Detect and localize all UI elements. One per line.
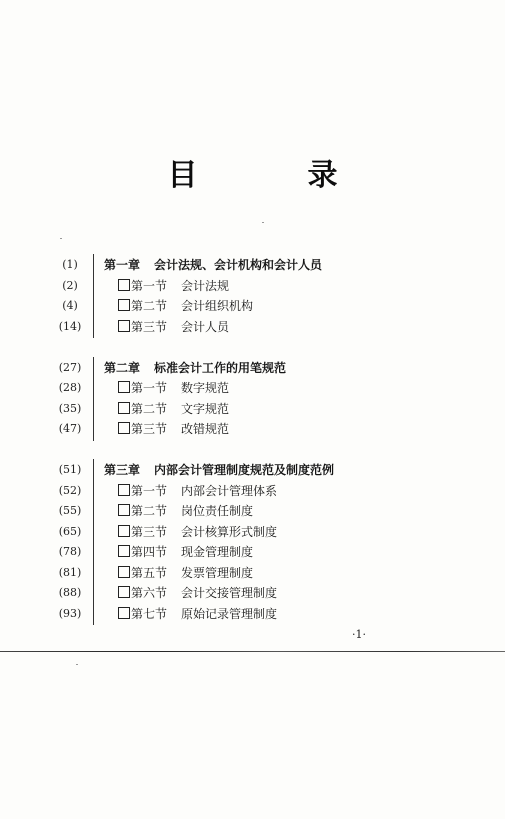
section-entry [118, 483, 277, 499]
section-label: 第二节 [131, 299, 168, 313]
section-label: 第二节 [131, 401, 168, 416]
checkbox-icon [118, 545, 130, 557]
scan-speck [60, 238, 62, 239]
checkbox-icon [118, 484, 130, 496]
chapter-entry [104, 360, 286, 376]
section-title: 内部会计管理体系 [181, 483, 278, 498]
section-entry [118, 421, 229, 437]
section-entry [118, 319, 229, 335]
page-number: (51) [58, 463, 82, 476]
section-entry [118, 380, 229, 396]
checkbox-icon [118, 279, 130, 291]
section-title: 会计核算形式制度 [181, 524, 278, 539]
bottom-rule [0, 651, 505, 652]
section-entry [118, 503, 253, 519]
checkbox-icon [118, 381, 130, 393]
page-number: (35) [58, 401, 82, 415]
section-label: 第一节 [131, 278, 168, 293]
page-number: (55) [58, 504, 82, 517]
scan-speck [76, 664, 78, 665]
page-number: (81) [58, 565, 82, 579]
checkbox-icon [118, 422, 130, 434]
page-title: 目 录 [167, 158, 378, 193]
section-label: 第三节 [131, 524, 168, 539]
checkbox-icon [118, 299, 130, 311]
section-title: 文字规范 [181, 401, 230, 416]
section-entry [118, 278, 229, 294]
section-title: 会计人员 [181, 319, 230, 334]
checkbox-icon [118, 525, 130, 537]
chapter-title: 会计法规、会计机构和会计人员 [154, 258, 323, 272]
chapter-entry [104, 257, 322, 273]
chapter-label: 第一章 [104, 258, 141, 272]
section-title: 现金管理制度 [181, 545, 254, 559]
section-entry [118, 565, 253, 581]
page-number: (65) [58, 524, 82, 538]
checkbox-icon [118, 402, 130, 414]
section-entry [118, 524, 277, 540]
vertical-rule [93, 357, 94, 441]
section-title: 会计法规 [181, 278, 230, 293]
section-label: 第一节 [131, 483, 168, 498]
section-title: 改错规范 [181, 422, 230, 436]
page-number: (4) [62, 299, 78, 312]
section-entry [118, 544, 253, 560]
page-folio: ·1· [352, 628, 366, 641]
page-number: (1) [62, 258, 78, 271]
chapter-entry [104, 462, 334, 478]
checkbox-icon [118, 504, 130, 516]
section-entry [118, 298, 253, 314]
chapter-label: 第二章 [104, 360, 141, 375]
checkbox-icon [118, 320, 130, 332]
section-title: 原始记录管理制度 [181, 606, 278, 621]
section-title: 发票管理制度 [181, 565, 254, 580]
page-number: (93) [58, 606, 82, 620]
section-title: 数字规范 [181, 381, 230, 395]
section-title: 会计交接管理制度 [181, 586, 278, 600]
section-label: 第七节 [131, 606, 168, 621]
scan-speck [262, 222, 264, 223]
chapter-title: 内部会计管理制度规范及制度范例 [154, 463, 335, 477]
page-number: (78) [58, 545, 82, 558]
page-number: (14) [58, 319, 82, 333]
section-entry [118, 585, 277, 601]
page-number: (28) [58, 381, 82, 394]
section-label: 第五节 [131, 565, 168, 580]
chapter-label: 第三章 [104, 463, 141, 477]
section-entry [118, 401, 229, 417]
page-number: (52) [58, 483, 82, 497]
checkbox-icon [118, 586, 130, 598]
vertical-rule [93, 459, 94, 625]
section-entry [118, 606, 277, 622]
checkbox-icon [118, 607, 130, 619]
page-number: (27) [58, 360, 82, 374]
section-label: 第二节 [131, 504, 168, 518]
section-title: 会计组织机构 [181, 299, 254, 313]
page-number: (88) [58, 586, 82, 599]
section-label: 第三节 [131, 422, 168, 436]
checkbox-icon [118, 566, 130, 578]
section-label: 第一节 [131, 381, 168, 395]
section-label: 第三节 [131, 319, 168, 334]
vertical-rule [93, 254, 94, 338]
chapter-title: 标准会计工作的用笔规范 [154, 360, 287, 375]
section-label: 第六节 [131, 586, 168, 600]
page-number: (2) [62, 278, 78, 292]
section-label: 第四节 [131, 545, 168, 559]
page-number: (47) [58, 422, 82, 435]
section-title: 岗位责任制度 [181, 504, 254, 518]
